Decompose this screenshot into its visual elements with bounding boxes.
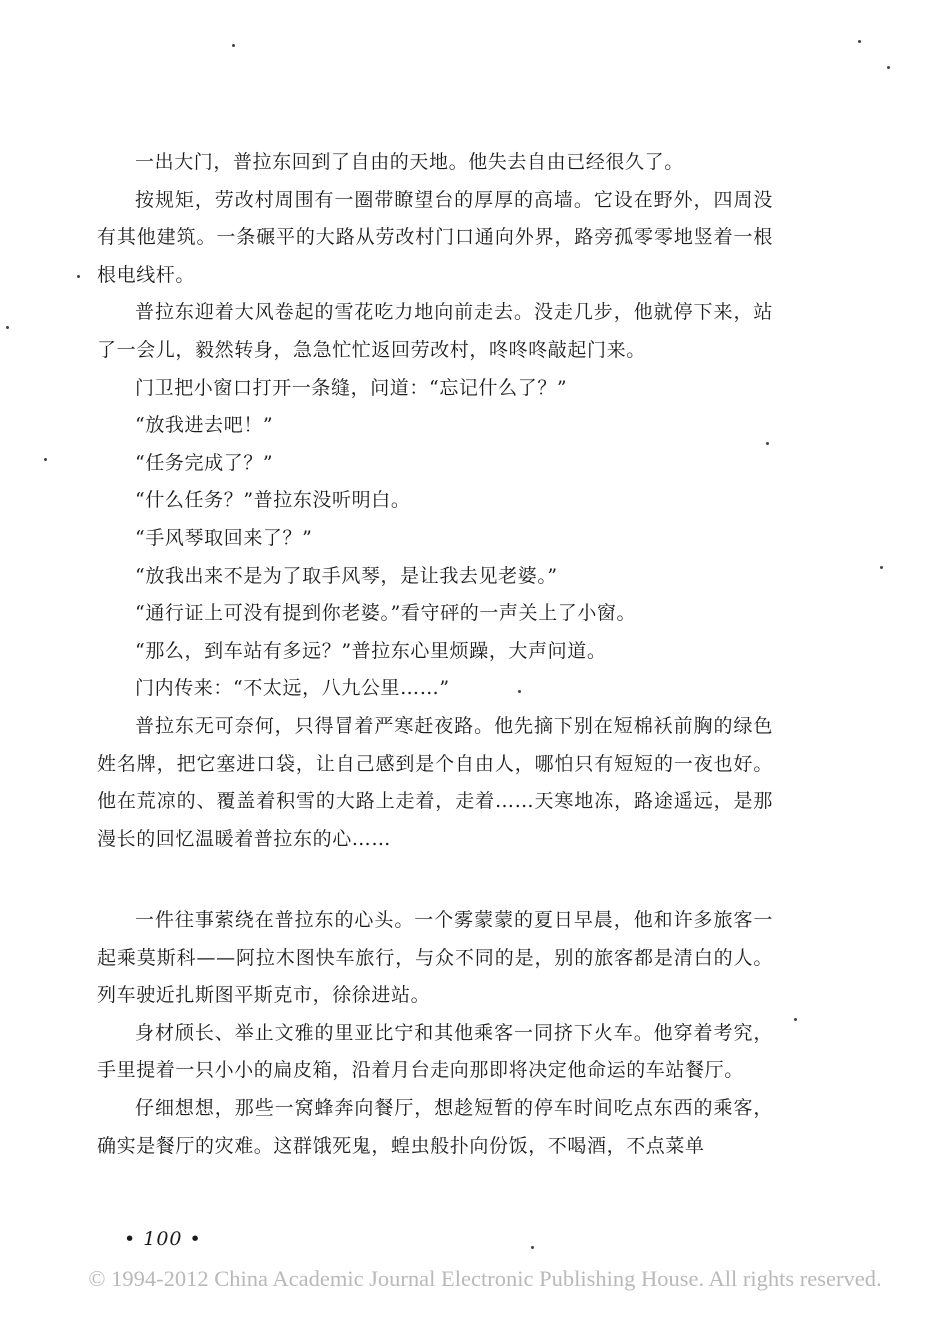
scan-speck	[887, 66, 890, 69]
scan-speck	[77, 275, 80, 278]
paragraph: “通行证上可没有提到你老婆。”看守砰的一声关上了小窗。	[135, 602, 637, 625]
paragraph: “那么，到车站有多远？”普拉东心里烦躁，大声问道。	[135, 639, 607, 662]
paragraph: “手风琴取回来了？”	[135, 526, 313, 549]
scan-speck	[880, 566, 883, 569]
paragraph: 普拉东迎着大风卷起的雪花吃力地向前走去。没走几步，他就停下来，站了一会儿，毅然转身，急急忙忙返回劳改村，咚咚咚敲起门来。	[97, 301, 773, 361]
text-section-2	[97, 902, 773, 1165]
paragraph: 仔细想想，那些一窝蜂奔向餐厅，想趁短暂的停车时间吃点东西的乘客，确实是餐厅的灾难。这群饿死鬼，蝗虫般扑向份饭，不喝酒，不点菜单	[97, 1096, 773, 1157]
scan-speck	[232, 44, 235, 47]
paragraph: “放我出来不是为了取手风琴，是让我去见老婆。”	[135, 564, 558, 587]
text-section-1	[97, 144, 773, 858]
paragraph: “什么任务？”普拉东没听明白。	[135, 489, 411, 512]
page-number: • 100 •	[124, 1228, 202, 1250]
scan-speck	[858, 40, 861, 43]
scan-speck	[518, 690, 521, 693]
paragraph: “放我进去吧！”	[135, 414, 274, 437]
scan-speck	[766, 442, 769, 445]
paragraph: 一出大门，普拉东回到了自由的天地。他失去自由已经很久了。	[135, 151, 684, 173]
paragraph: 一件往事萦绕在普拉东的心头。一个雾蒙蒙的夏日早晨，他和许多旅客一起乘莫斯科——阿拉木图快车旅行，与众不同的是，别的旅客都是清白的人。列车驶近扎斯图平斯克市，徐徐进站。	[97, 909, 773, 1007]
paragraph: 门卫把小窗口打开一条缝，问道：“忘记什么了？”	[135, 376, 568, 399]
scan-speck	[531, 1246, 534, 1249]
paragraph: 普拉东无可奈何，只得冒着严寒赶夜路。他先摘下别在短棉袄前胸的绿色姓名牌，把它塞进口袋，让自己感到是个自由人，哪怕只有短短的一夜也好。他在荒凉的、覆盖着积雪的大路上走着，走着……天寒地冻，路途遥远，是那漫长的回忆温暖着普拉东的心……	[97, 714, 773, 850]
paragraph: “任务完成了？”	[135, 451, 274, 474]
paragraph: 按规矩，劳改村周围有一圈带瞭望台的厚厚的高墙。它设在野外，四周没有其他建筑。一条碾平的大路从劳改村门口通向外界，路旁孤零零地竖着一根根电线杆。	[97, 188, 773, 286]
paragraph: 身材颀长、举止文雅的里亚比宁和其他乘客一同挤下火车。他穿着考究，手里提着一只小小的扁皮箱，沿着月台走向那即将决定他命运的车站餐厅。	[97, 1021, 773, 1082]
paragraph: 门内传来：“不太远，八九公里……”	[135, 677, 450, 700]
copyright-notice: © 1994-2012 China Academic Journal Electronic Publishing House. All rights reserved.	[88, 1266, 882, 1291]
scan-speck	[44, 458, 47, 461]
scan-speck	[794, 1018, 797, 1021]
scan-speck	[6, 326, 9, 329]
